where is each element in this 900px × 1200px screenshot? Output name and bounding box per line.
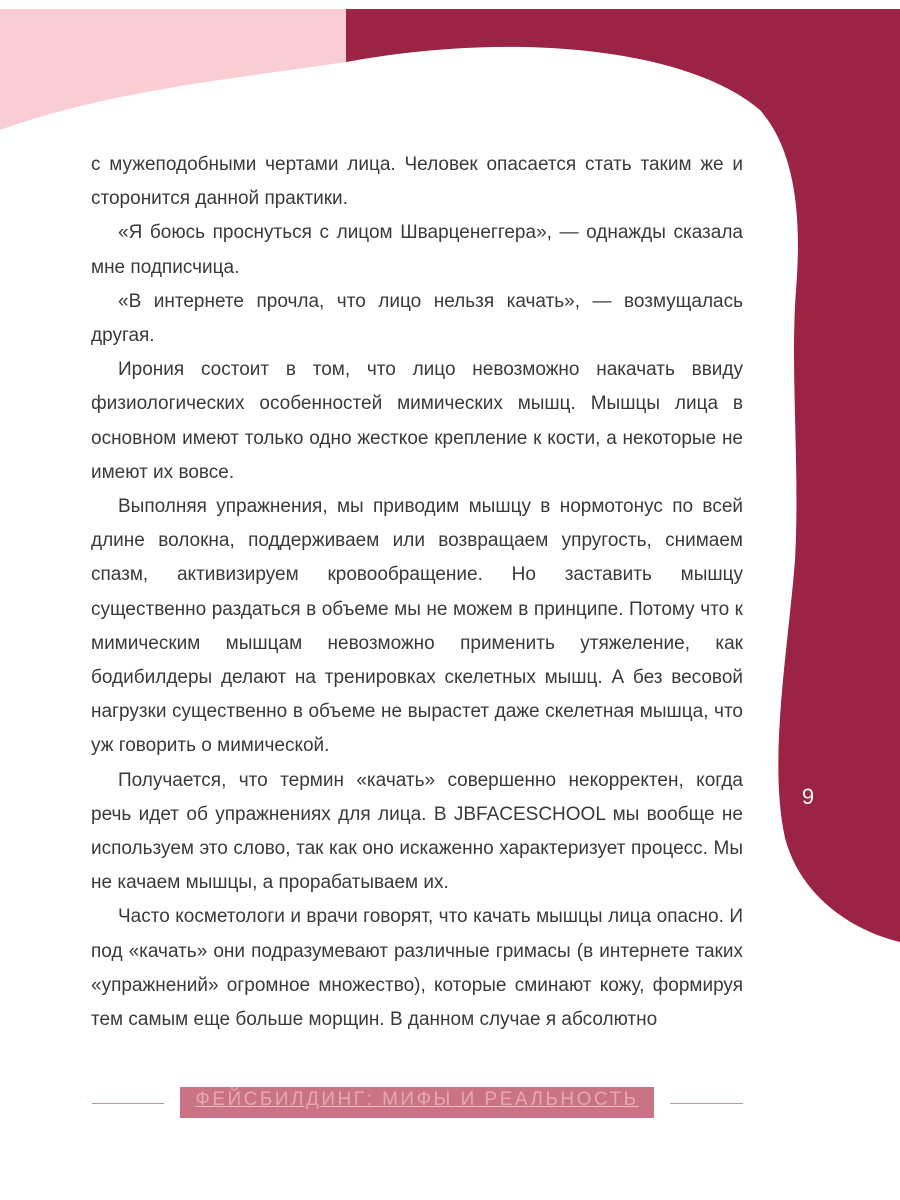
paragraph: Ирония состоит в том, что лицо невозможно накачать ввиду физиологических особенностей мимических мышц. Мышцы лица в основном имеют только одно жесткое крепление к кости, а некоторые не имеют их вовсе. bbox=[91, 359, 743, 483]
paragraph: с мужеподобными чертами лица. Человек опасается стать таким же и сторонится данной практики. bbox=[91, 154, 743, 210]
page-number: 9 bbox=[801, 784, 815, 809]
footer-rule-left bbox=[92, 1103, 164, 1104]
pink-corner-shape bbox=[0, 9, 346, 130]
paragraph: Получается, что термин «качать» совершенно некорректен, когда речь идет об упражнениях для лица. В JBFACESCHOOL мы вообще не используем это слово, так как оно искаженно характеризует процесс. Мы не качаем мышцы, а прорабатываем их. bbox=[91, 769, 743, 894]
paragraph: Часто косметологи и врачи говорят, что качать мышцы лица опасно. И под «качать» они подразумевают различные гримасы (в интернете таких «упражнений» огромное множество), которые сминают кожу, формируя тем самым еще больше морщин. В данном случае я абсолютно bbox=[91, 906, 743, 1031]
footer-rule-right bbox=[670, 1103, 743, 1104]
paragraph: Выполняя упражнения, мы приводим мышцу в нормотонус по всей длине волокна, поддерживаем или возвращаем упругость, снимаем спазм, активизируем кровообращение. Но заставить мышцу существенно раздаться в объеме мы не можем в принципе. Потому что к мимическим мышцам невозможно применить утяжеление, как бодибилдеры делают на тренировках скелетных мышц. А без весовой нагрузки существенно в объеме не вырастет даже скелетная мышца, что уж говорить о мимической. bbox=[91, 496, 743, 757]
paragraph: «Я боюсь проснуться с лицом Шварценеггера», — однажды сказала мне подписчица. bbox=[91, 222, 743, 278]
paragraph: «В интернете прочла, что лицо нельзя качать», — возмущалась другая. bbox=[91, 290, 743, 347]
body-text bbox=[91, 148, 743, 1037]
footer-title: ФЕЙСБИЛДИНГ: МИФЫ И РЕАЛЬНОСТЬ bbox=[195, 1089, 639, 1110]
